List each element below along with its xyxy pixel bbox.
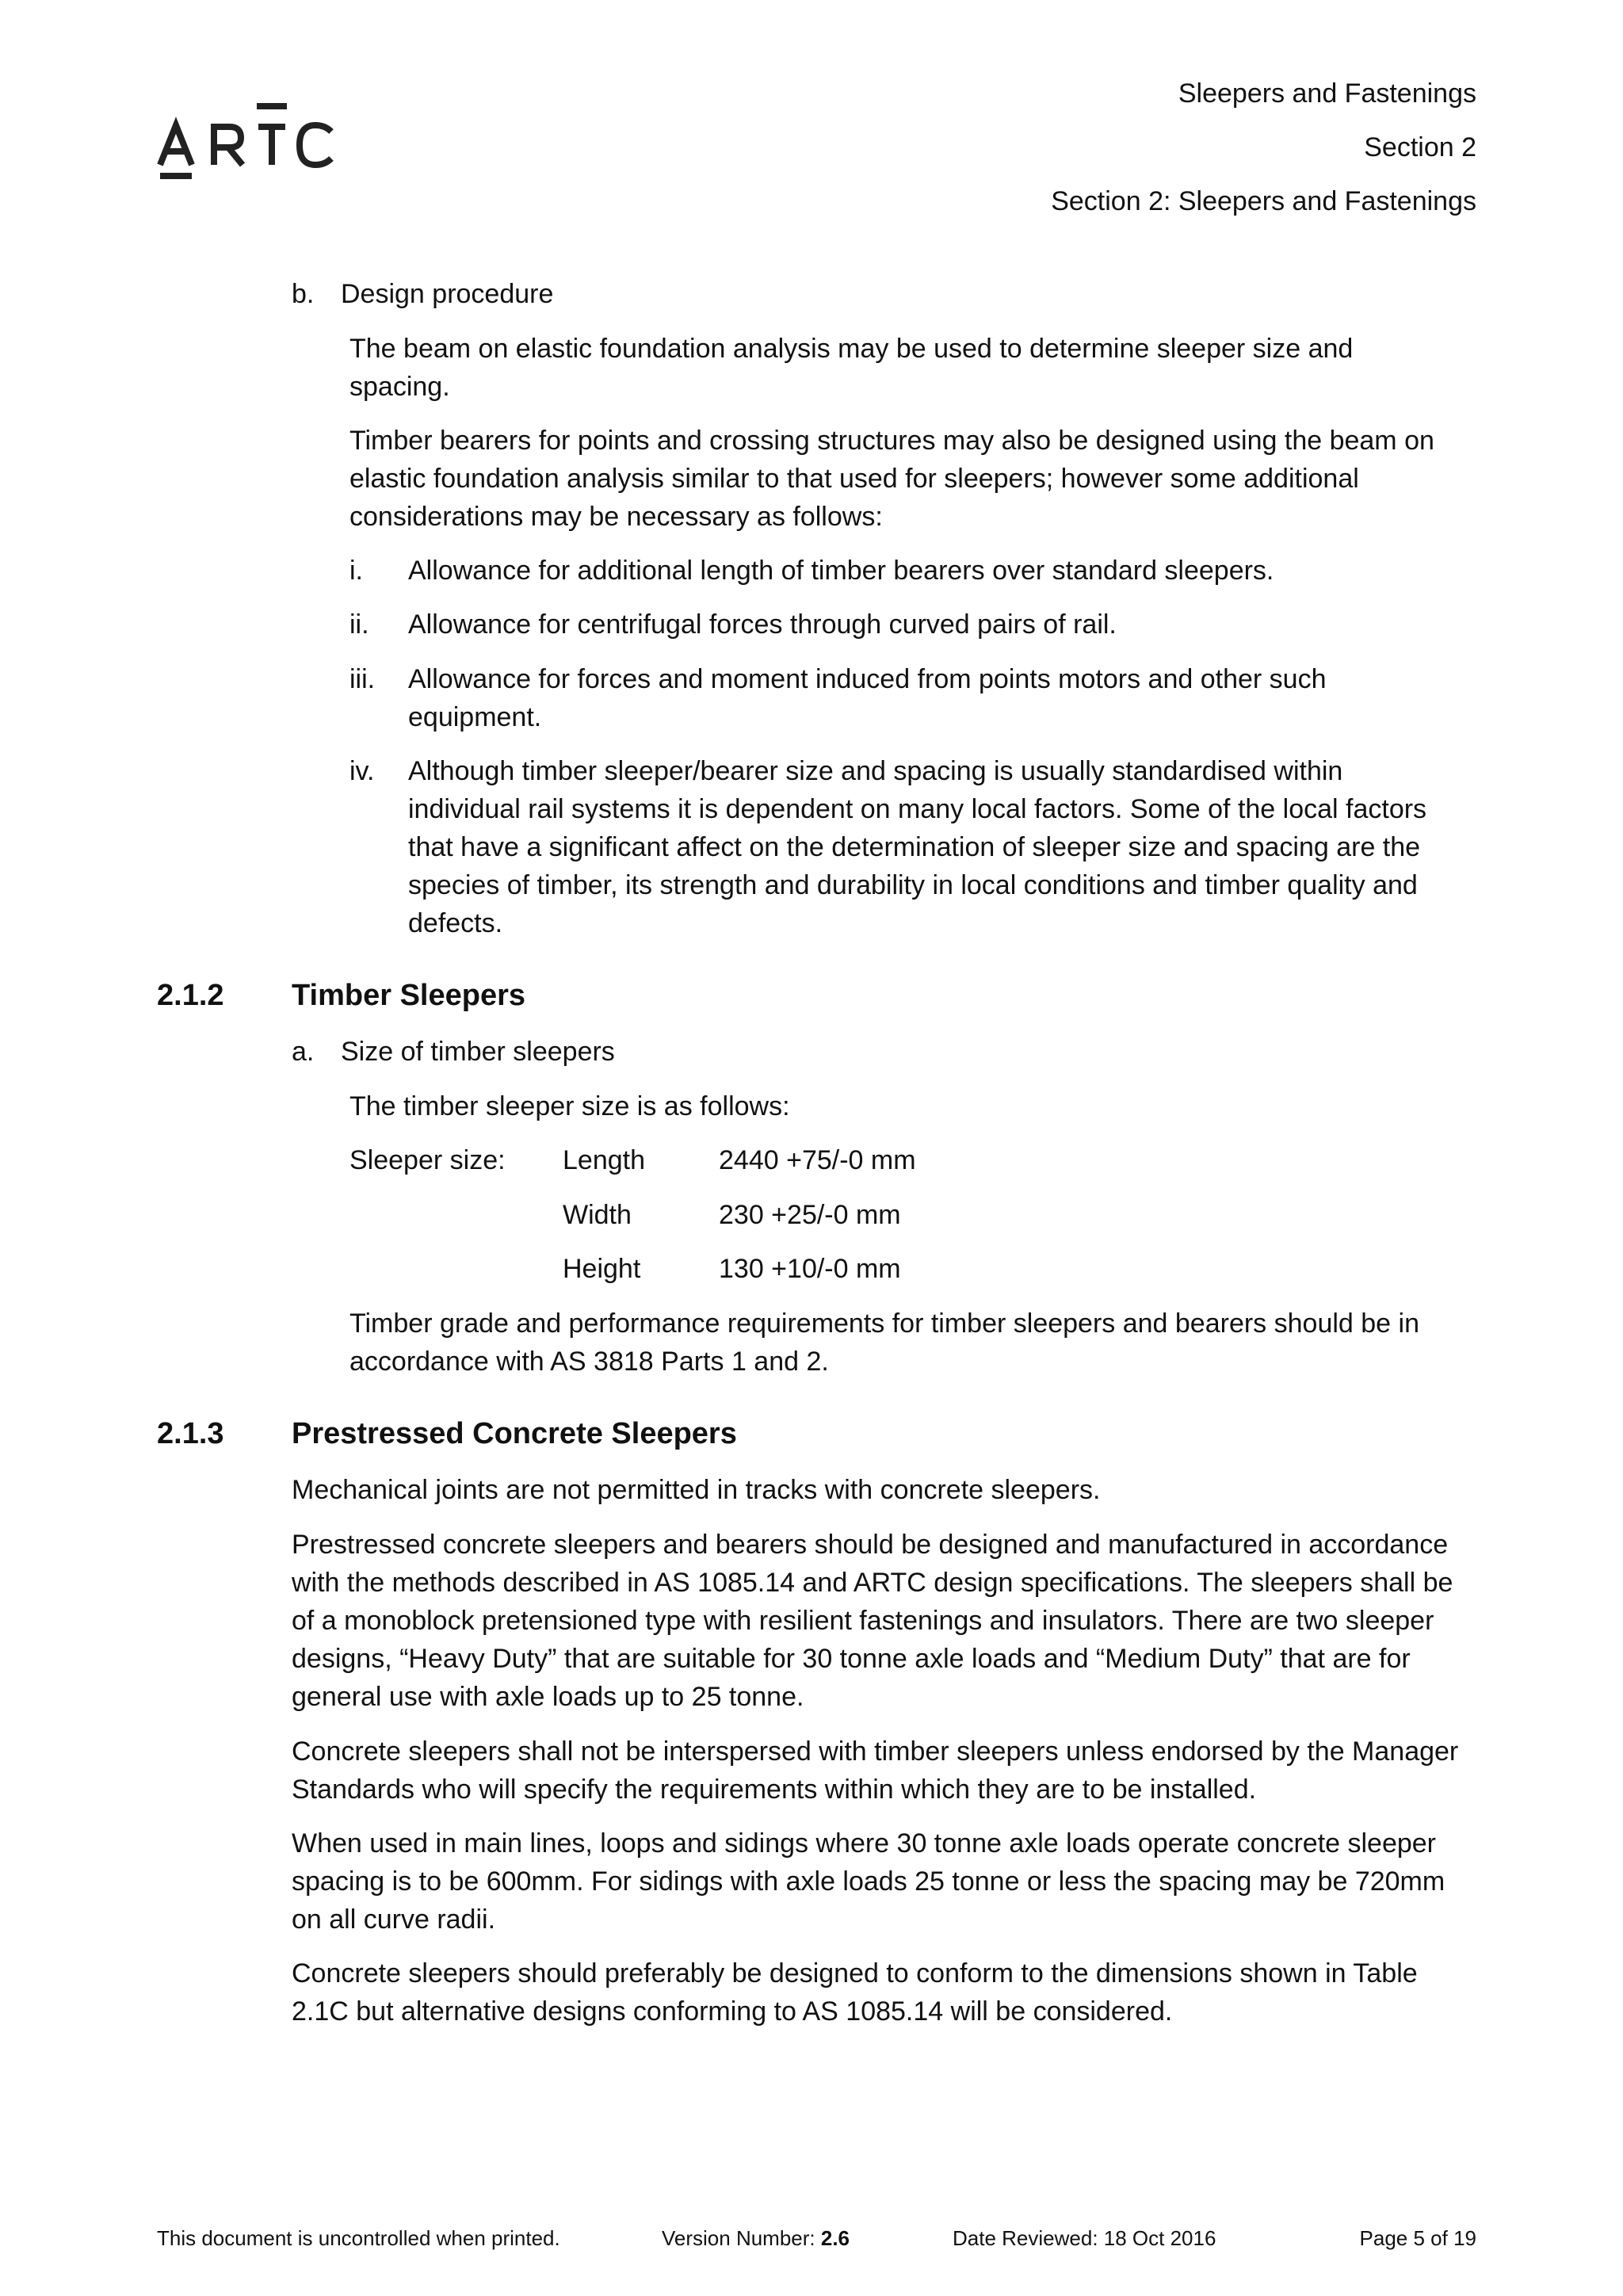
section-heading: Prestressed Concrete Sleepers — [292, 1417, 737, 1450]
paragraph: Timber bearers for points and crossing structures may also be designed using the beam on elastic foundation analysis similar to that used for sleepers; however some additional considerations may be necessary as follows: — [349, 426, 1434, 532]
list-item: Allowance for centrifugal forces through curved pairs of rail. — [408, 609, 1117, 640]
section-number: 2.1.3 — [157, 1417, 224, 1450]
paragraph: Timber grade and performance requirements for timber sleepers and bearers should be in accordance with AS 3818 Parts 1 and 2. — [349, 1308, 1419, 1377]
list-marker: b. — [292, 279, 315, 309]
header-title: Sleepers and Fastenings — [1178, 78, 1476, 109]
header-section-title: Section 2: Sleepers and Fastenings — [1051, 186, 1476, 216]
footer-version-number: 2.6 — [820, 2226, 850, 2250]
paragraph: Prestressed concrete sleepers and bearers should be designed and manufactured in accordance with the methods described in AS 1085.14 and ARTC design specifications. The sleepers shall be of a monoblock pretensioned type with resilient fastenings and insulators. There are two sleeper designs, “Heavy Duty” that are suitable for 30 tonne axle loads and “Medium Duty” that are for general use with axle loads up to 25 tonne. — [292, 1530, 1453, 1712]
section-heading: Timber Sleepers — [292, 979, 526, 1012]
section-number: 2.1.2 — [157, 979, 224, 1012]
size-value: 230 +25/-0 mm — [719, 1200, 901, 1230]
list-item: Allowance for forces and moment induced from points motors and other such equipment. — [408, 664, 1327, 732]
size-value: 2440 +75/-0 mm — [719, 1145, 916, 1175]
footer-date-reviewed: Date Reviewed: 18 Oct 2016 — [953, 2226, 1216, 2250]
paragraph: The beam on elastic foundation analysis may be used to determine sleeper size and spacing. — [349, 334, 1354, 402]
artc-logo — [157, 101, 339, 181]
footer-uncontrolled-note: This document is uncontrolled when printed. — [157, 2226, 560, 2250]
list-item: Although timber sleeper/bearer size and spacing is usually standardised within individual rail systems it is dependent on many local factors. Some of the local factors that have a significant affect on the determination of sleeper size and spacing are the species of timber, its strength and durability in local conditions and timber quality and defects. — [408, 756, 1427, 938]
footer-version-label: Version Number: — [662, 2226, 821, 2250]
paragraph: When used in main lines, loops and sidings where 30 tonne axle loads operate concrete sleeper spacing is to be 600mm. For sidings with axle loads 25 tonne or less the spacing may be 720mm on all curve radii. — [292, 1828, 1445, 1935]
list-item-number: i. — [349, 556, 363, 586]
size-dimension: Height — [563, 1254, 641, 1284]
list-marker: a. — [292, 1037, 315, 1067]
list-item-number: ii. — [349, 609, 369, 640]
header-section: Section 2 — [1364, 132, 1476, 162]
footer-version — [662, 2225, 850, 2251]
list-item-number: iv. — [349, 756, 375, 786]
paragraph: Concrete sleepers should preferably be designed to conform to the dimensions shown in Table 2.1C but alternative designs conforming to AS 1085.14 will be considered. — [292, 1958, 1418, 2027]
size-dimension: Width — [563, 1200, 632, 1230]
footer-page-number: Page 5 of 19 — [1359, 2226, 1476, 2250]
paragraph: Mechanical joints are not permitted in tracks with concrete sleepers. — [292, 1475, 1101, 1505]
paragraph: Concrete sleepers shall not be interspersed with timber sleepers unless endorsed by the Manager Standards who will specify the requirements within which they are to be installed. — [292, 1736, 1459, 1805]
size-value: 130 +10/-0 mm — [719, 1254, 901, 1284]
list-item-number: iii. — [349, 664, 376, 694]
list-item: Allowance for additional length of timber bearers over standard sleepers. — [408, 556, 1274, 586]
size-label: Sleeper size: — [349, 1145, 506, 1175]
subheading: Size of timber sleepers — [341, 1037, 615, 1067]
subheading: Design procedure — [341, 279, 554, 309]
size-dimension: Length — [563, 1145, 645, 1175]
paragraph: The timber sleeper size is as follows: — [349, 1091, 790, 1121]
